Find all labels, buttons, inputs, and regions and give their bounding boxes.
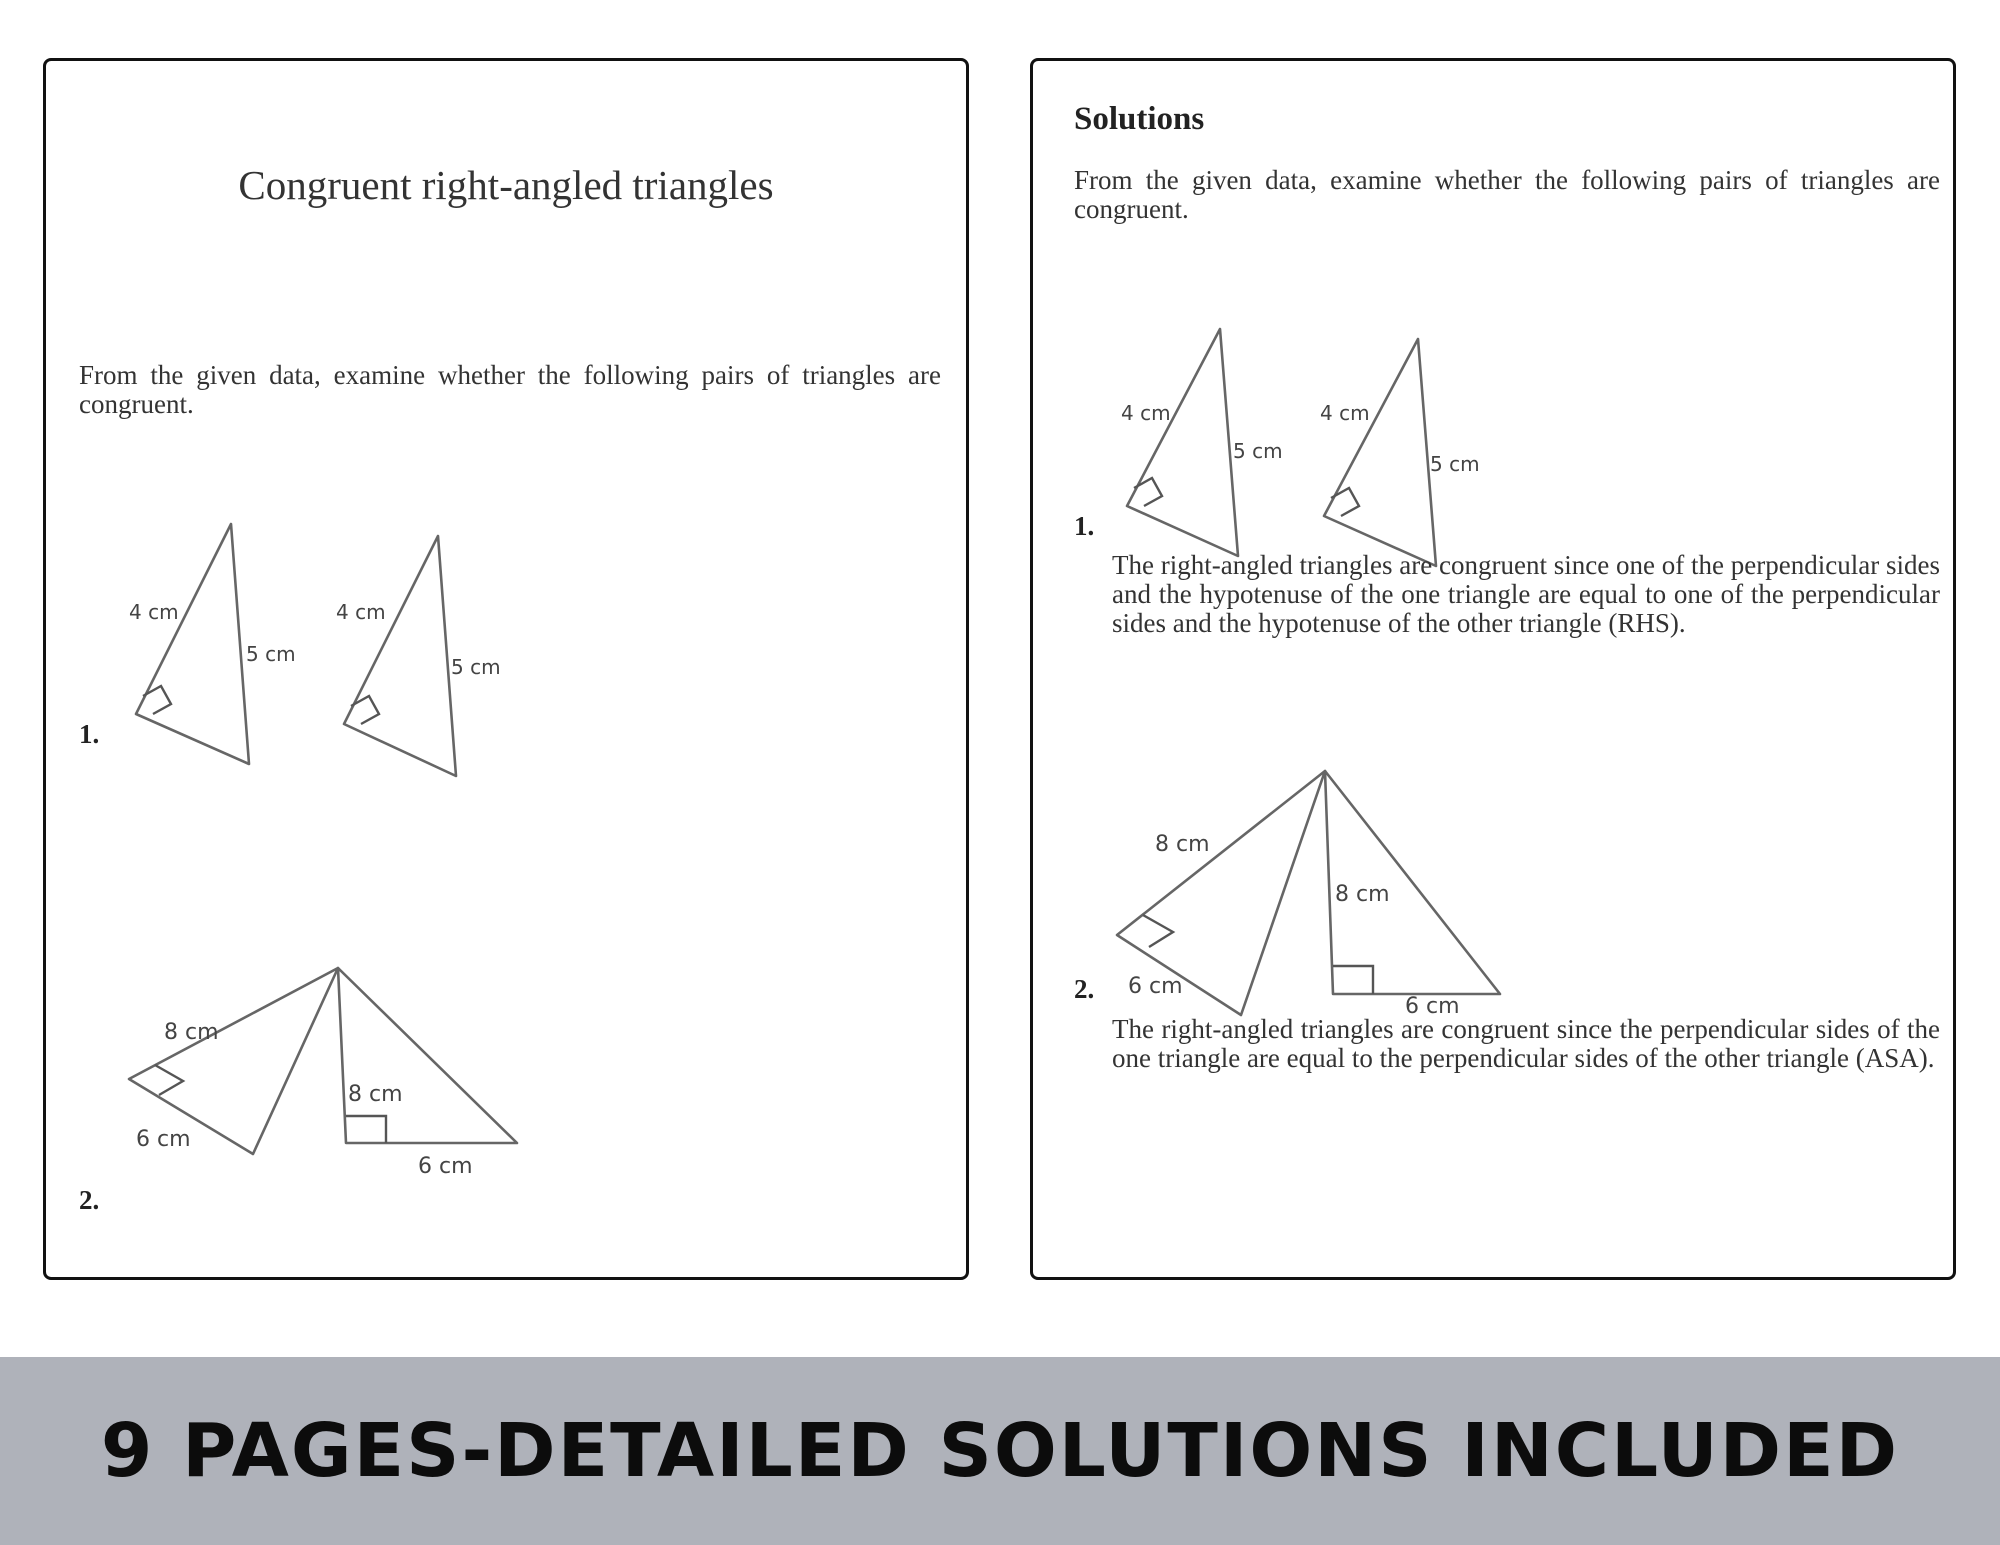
worksheet-instructions: From the given data, examine whether the following pairs of triangles are congruent. — [79, 360, 941, 419]
side-label: 6 cm — [418, 1154, 473, 1179]
side-label: 6 cm — [1128, 974, 1183, 999]
solutions-instructions: From the given data, examine whether the following pairs of triangles are congruent. — [1074, 165, 1940, 224]
worksheet-title: Congruent right-angled triangles — [238, 162, 774, 208]
triangle-1b — [1324, 339, 1436, 566]
side-label: 6 cm — [1405, 994, 1460, 1019]
right-angle-mark — [155, 1065, 183, 1095]
triangle-1a — [136, 524, 249, 764]
solution-text: The right-angled triangles are congruent since one of the perpendicular sides and the hypotenuse of the one triangle are equal to one of the perpendicular sides and the hypotenuse of the other triangle (RHS). — [1112, 550, 1940, 638]
problem-number: 2. — [1074, 974, 1095, 1004]
side-label: 8 cm — [1335, 882, 1390, 907]
solution-1-figure — [1033, 251, 1533, 581]
problem-1-figure — [46, 461, 546, 801]
side-label: 8 cm — [348, 1082, 403, 1107]
problem-number: 2. — [79, 1185, 100, 1215]
promo-banner — [0, 1357, 2000, 1545]
solution-2-figure — [1033, 711, 1593, 1031]
solution-text: The right-angled triangles are congruent since the perpendicular sides of the one triangle are equal to the perpendicular sides of the other triangle (ASA). — [1112, 1015, 1940, 1073]
solutions-heading: Solutions — [1074, 101, 1205, 137]
banner-text: 9 PAGES-DETAILED SOLUTIONS INCLUDED — [100, 1408, 1900, 1494]
side-label: 5 cm — [246, 642, 296, 666]
solutions-page — [1030, 58, 1956, 1280]
worksheet-page — [43, 58, 969, 1280]
side-label: 5 cm — [451, 655, 501, 679]
side-label: 4 cm — [1121, 401, 1171, 425]
right-angle-mark — [1143, 915, 1173, 947]
right-angle-mark — [346, 1116, 386, 1143]
side-label: 4 cm — [129, 600, 179, 624]
side-label: 8 cm — [1155, 832, 1210, 857]
side-label: 5 cm — [1233, 439, 1283, 463]
problem-number: 1. — [79, 719, 100, 749]
triangle-1a — [1127, 329, 1238, 556]
triangle-1b — [344, 536, 456, 776]
side-label: 4 cm — [336, 600, 386, 624]
side-label: 5 cm — [1430, 452, 1480, 476]
side-label: 8 cm — [164, 1020, 219, 1045]
side-label: 4 cm — [1320, 401, 1370, 425]
side-label: 6 cm — [136, 1127, 191, 1152]
problem-number: 1. — [1074, 511, 1095, 541]
problem-2-figure — [46, 911, 606, 1231]
right-angle-mark — [1333, 966, 1373, 994]
